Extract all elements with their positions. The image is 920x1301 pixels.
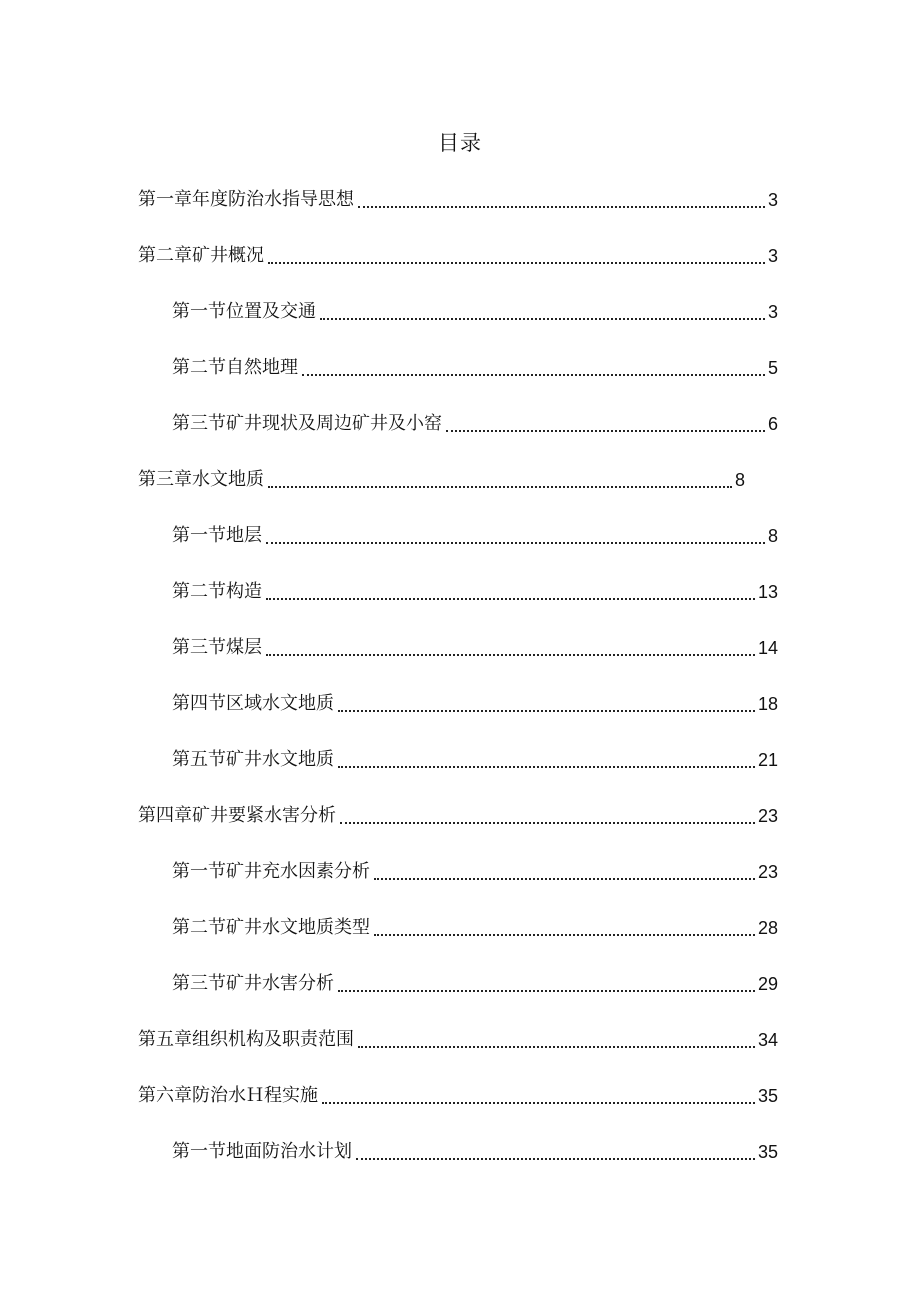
toc-entry[interactable] [172,1138,778,1166]
toc-entry-label: 第四节区域水文地质 [172,693,334,714]
toc-entry-label: 第三章水文地质 [138,469,264,490]
toc-entry-page: 8 [767,526,778,546]
dot-leader [358,186,765,214]
dot-leader [338,970,755,998]
toc-entry-page: 23 [757,862,778,882]
toc-entry[interactable] [172,522,778,550]
dot-leader [268,466,732,494]
dot-leader [322,1082,755,1110]
toc-title: 目录 [438,131,482,155]
dot-leader [374,858,755,886]
toc-entry[interactable] [138,242,778,270]
dot-leader [358,1026,755,1054]
toc-entry-label: 第四章矿井要紧水害分析 [138,805,336,826]
toc-entry-label: 第五节矿井水文地质 [172,749,334,770]
toc-entry[interactable] [138,802,778,830]
toc-entry[interactable] [138,466,745,494]
dot-leader [374,914,755,942]
toc-entry-label: 第五章组织机构及职责范围 [138,1029,354,1050]
toc-entry[interactable] [172,914,778,942]
toc-entry-label: 第一节矿井充水因素分析 [172,861,370,882]
toc-entry[interactable] [172,690,778,718]
toc-entry[interactable] [138,1082,778,1110]
dot-leader [320,298,765,326]
toc-entry-page: 5 [767,358,778,378]
toc-entry-label: 第六章防治水Ｈ程实施 [138,1085,318,1106]
toc-entry-page: 6 [767,414,778,434]
toc-entry[interactable] [172,858,778,886]
toc-entry-label: 第二章矿井概况 [138,245,264,266]
dot-leader [356,1138,755,1166]
toc-entry-label: 第一节地面防治水计划 [172,1141,352,1162]
toc-entry[interactable] [172,298,778,326]
toc-entry[interactable] [172,746,778,774]
toc-entry-label: 第二节构造 [172,581,262,602]
toc-entry-page: 3 [767,190,778,210]
toc-entry[interactable] [138,186,778,214]
toc-entry-label: 第三节矿井水害分析 [172,973,334,994]
dot-leader [446,410,765,438]
toc-entry[interactable] [172,410,778,438]
dot-leader [268,242,765,270]
toc-entry[interactable] [172,354,778,382]
toc-entry-page: 34 [757,1030,778,1050]
toc-entry[interactable] [172,578,778,606]
toc-entry-page: 18 [757,694,778,714]
toc-entry-page: 3 [767,302,778,322]
toc-entry-label: 第一节位置及交通 [172,301,316,322]
dot-leader [266,634,755,662]
dot-leader [266,578,755,606]
toc-entry-label: 第二节自然地理 [172,357,298,378]
toc-entry-page: 13 [757,582,778,602]
toc-entry-label: 第一节地层 [172,525,262,546]
dot-leader [266,522,765,550]
dot-leader [338,746,755,774]
toc-entry-page: 21 [757,750,778,770]
dot-leader [340,802,755,830]
toc-entry-page: 14 [757,638,778,658]
toc-entry-page: 8 [734,470,745,490]
toc-entry-label: 第一章年度防治水指导思想 [138,189,354,210]
toc-entry-label: 第二节矿井水文地质类型 [172,917,370,938]
dot-leader [302,354,765,382]
toc-entry[interactable] [138,1026,778,1054]
toc-entry-label: 第三节矿井现状及周边矿井及小窑 [172,413,442,434]
toc-entry-page: 35 [757,1142,778,1162]
toc-entry-page: 35 [757,1086,778,1106]
toc-entry[interactable] [172,970,778,998]
toc-entry-page: 3 [767,246,778,266]
toc-entry-page: 23 [757,806,778,826]
toc-entry[interactable] [172,634,778,662]
dot-leader [338,690,755,718]
toc-entry-page: 29 [757,974,778,994]
toc-entry-label: 第三节煤层 [172,637,262,658]
toc-entry-page: 28 [757,918,778,938]
